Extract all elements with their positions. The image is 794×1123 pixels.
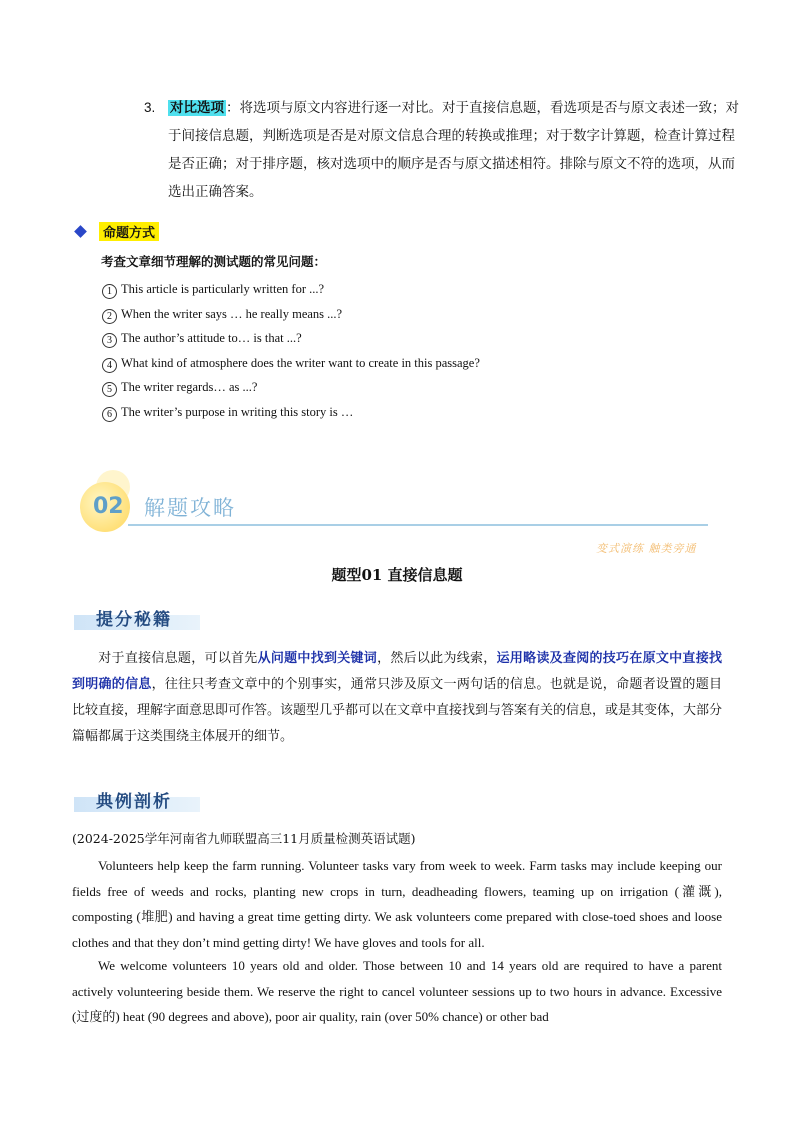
emphasis-keywords: 从问题中找到关键词 <box>257 651 378 666</box>
list-item: 2 When the writer says … he really means ...? <box>102 302 480 327</box>
section-title: 解题攻略 <box>144 496 236 520</box>
circled-number: 5 <box>102 382 117 397</box>
tips-paragraph: 对于直接信息题，可以首先从问题中找到关键词，然后以此为线索，运用略读及查阅的技巧在原文中直接找到明确的信息，往往只考查文章中的个别事实，通常只涉及原文一两句话的信息。也就是说，命题者设置的题目比较直接，理解字面意思即可作答。该题型几乎都可以在文章中直接找到与答案有关的信息，或是其变体，大部分篇幅都属于这类围绕主体展开的细节。 <box>72 651 723 744</box>
question-type-title: 题型01 直接信息题 <box>331 566 463 584</box>
passage-paragraph-1: Volunteers help keep the farm running. Volunteer tasks vary from week to week. Farm tasks may include keeping our fields free of weeds and rocks, planting new crops in turn, deadheading flowers, teaming up on irrigation (灌溉), composting (堆肥) and having a great time getting dirty. We ask volunteers come prepared with close-toed shoes and loose clothes and that they don’t mind getting dirty! We have gloves and tools for all. <box>72 858 722 950</box>
example-source: (2024-2025学年河南省九师联盟高三11月质量检测英语试题) <box>72 831 416 846</box>
list-item: 3 The author’s attitude to… is that ...? <box>102 326 480 351</box>
circled-number: 2 <box>102 309 117 324</box>
diamond-bullet-icon <box>74 225 87 238</box>
emphasis-skimming: 运用略读及查阅的技巧在原文中直接找到明确的信息 <box>72 651 722 692</box>
section-divider <box>128 524 708 526</box>
question-list <box>102 277 480 425</box>
passage-paragraph-2: We welcome volunteers 10 years old and older. Those between 10 and 14 years old are required to have a parent actively volunteering beside them. We reserve the right to cancel volunteer sessions up to two hours in advance. Excessive (过度的) heat (90 degrees and above), poor air quality, rain (over 50% chance) or other bad <box>72 958 722 1024</box>
list-item: 5 The writer regards… as ...? <box>102 375 480 400</box>
section-number: 02 <box>93 494 124 519</box>
item-number: 3. <box>144 100 156 115</box>
question-forms-intro: 考查文章细节理解的测试题的常见问题： <box>101 254 327 269</box>
example-label: 典例剖析 <box>74 782 204 812</box>
highlighted-term: 对比选项 <box>170 100 224 116</box>
circled-number: 3 <box>102 333 117 348</box>
list-item: 6 The writer’s purpose in writing this story is … <box>102 400 480 425</box>
circled-number: 6 <box>102 407 117 422</box>
circled-number: 1 <box>102 284 117 299</box>
list-item: 4 What kind of atmosphere does the writer want to create in this passage? <box>102 351 480 376</box>
circled-number: 4 <box>102 358 117 373</box>
item-text: ：将选项与原文内容进行逐一对比。对于直接信息题，看选项是否与原文表述一致；对于间接信息题，判断选项是否是对原文信息合理的转换或推理；对于数字计算题，检查计算过程是否正确；对于排序题，核对选项中的顺序是否与原文描述相符。排除与原文不符的选项，从而选出正确答案。 <box>168 100 739 200</box>
question-forms-heading: 命题方式 <box>72 222 159 241</box>
list-item-3 <box>144 94 744 206</box>
tips-label: 提分秘籍 <box>74 600 204 630</box>
list-item: 1 This article is particularly written for ...? <box>102 277 480 302</box>
section-subtitle: 变式演练 触类旁通 <box>596 542 697 555</box>
